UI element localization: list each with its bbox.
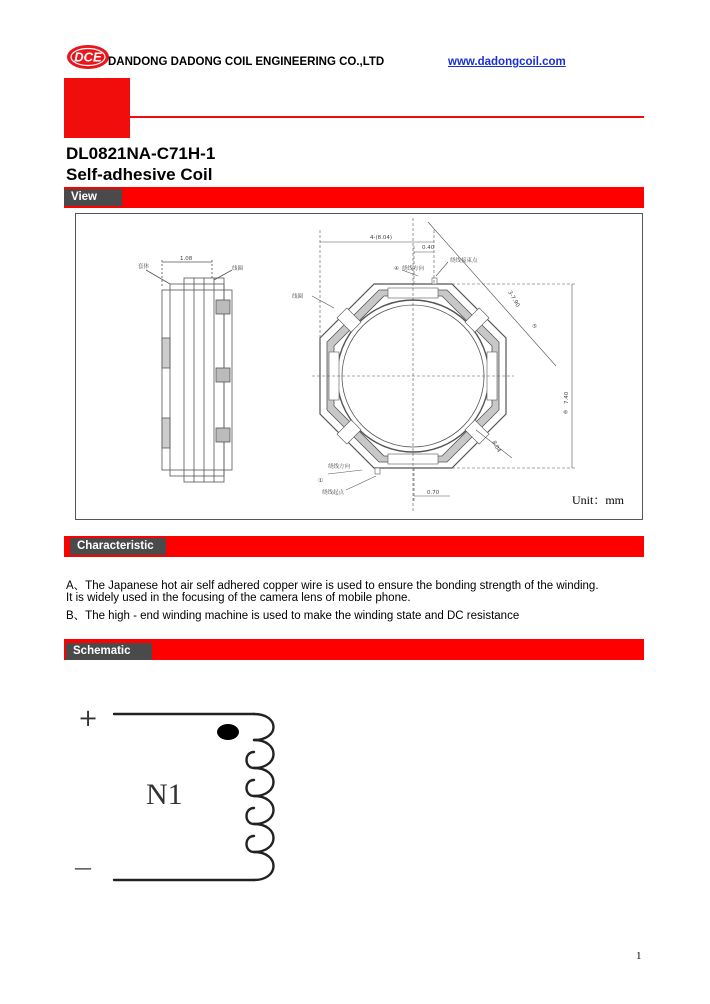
company-name: DANDONG DADONG COIL ENGINEERING CO.,LTD <box>108 56 385 68</box>
characteristic-section-title: Characteristic <box>70 538 166 555</box>
ref-bottom: ① <box>318 478 323 484</box>
bottom-gap-dim: 0.70 <box>427 490 440 496</box>
wind-end-label: 绕线接束点 <box>450 258 478 264</box>
view-section-title: View <box>64 189 122 206</box>
coil-technical-drawing <box>132 218 592 511</box>
characteristic-line-3: B、The high - end winding machine is used to make the winding state and DC resistance <box>66 610 520 622</box>
logo-text: DCE <box>74 49 102 65</box>
product-model: DL0821NA-C71H-1 <box>66 144 216 163</box>
front-view <box>312 218 576 511</box>
schematic-minus: — <box>74 858 92 879</box>
wind-direction-bottom: 绕线方向 <box>328 464 351 470</box>
view-section-bar <box>64 187 644 208</box>
diag-width-dim: 3-7.90 <box>506 290 521 309</box>
side-coil-label: 线圈 <box>232 266 244 272</box>
polarity-dot <box>217 724 239 740</box>
schematic-winding-label: N1 <box>146 778 183 811</box>
header-red-block <box>64 78 130 138</box>
side-case-label: 套体 <box>138 264 150 270</box>
height-dim: 7.40 <box>564 391 570 404</box>
website-link[interactable]: www.dadongcoil.com <box>448 56 566 68</box>
page-number: 1 <box>636 950 642 962</box>
schematic-section-title: Schematic <box>66 643 152 660</box>
characteristic-line-1: A、The Japanese hot air self adhered copper wire is used to ensure the bonding strength of the winding. <box>66 580 599 592</box>
ref-top: ④ <box>394 266 399 272</box>
schematic-plus: + <box>78 704 99 732</box>
header-red-line <box>130 116 644 118</box>
top-width-dim: 4-(8.04) <box>370 235 393 241</box>
unit-label: Unit：mm <box>572 493 625 507</box>
company-logo <box>66 44 110 70</box>
wind-start-label: 绕线起点 <box>322 490 345 496</box>
corner-dim: 8.04 <box>490 440 502 454</box>
diag-ref: ⑤ <box>532 324 537 330</box>
characteristic-line-2: It is widely used in the focusing of the camera lens of mobile phone. <box>66 592 411 604</box>
side-width-dim: 1.08 <box>180 256 193 262</box>
height-ref: ⑥ <box>563 410 568 416</box>
coil-schematic <box>60 690 320 890</box>
wind-direction-top: 绕线方向 <box>402 266 425 272</box>
front-coil-label: 线圈 <box>292 294 304 300</box>
top-gap-dim: 0.40 <box>422 245 435 251</box>
product-name: Self-adhesive Coil <box>66 165 213 184</box>
side-view <box>146 260 232 482</box>
coil-winding <box>114 714 274 880</box>
